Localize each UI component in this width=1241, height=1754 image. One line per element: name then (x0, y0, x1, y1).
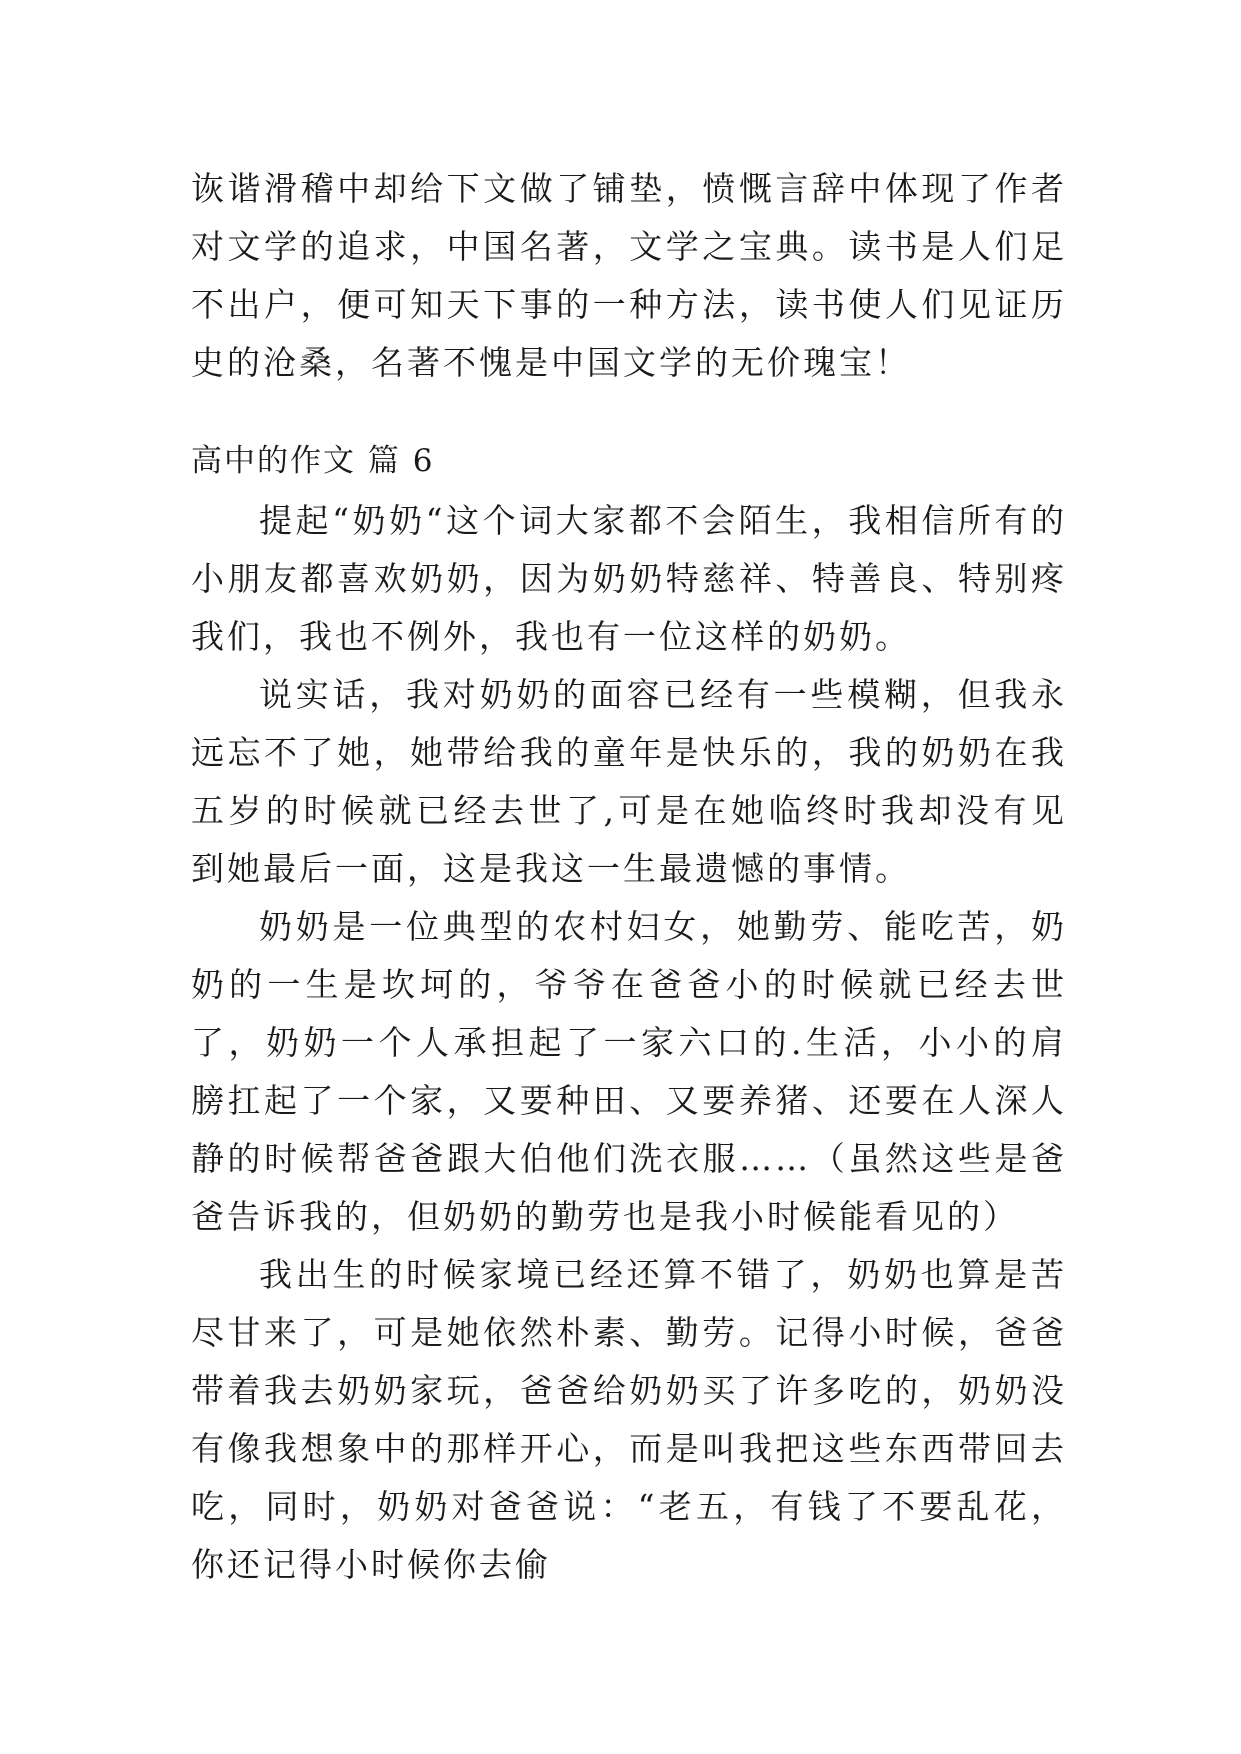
document-body (191, 160, 1067, 1594)
paragraph-continued: 诙谐滑稽中却给下文做了铺垫，愤慨言辞中体现了作者对文学的追求，中国名著，文学之宝典。读书是人们足不出户，便可知天下事的一种方法，读书使人们见证历史的沧桑，名著不愧是中国文学的无价瑰宝！ (191, 169, 1067, 382)
paragraph: 提起“奶奶“这个词大家都不会陌生，我相信所有的小朋友都喜欢奶奶，因为奶奶特慈祥、特善良、特别疼我们，我也不例外，我也有一位这样的奶奶。 (191, 501, 1067, 656)
paragraph: 奶奶是一位典型的农村妇女，她勤劳、能吃苦，奶奶的一生是坎坷的，爷爷在爸爸小的时候就已经去世了，奶奶一个人承担起了一家六口的.生活，小小的肩膀扛起了一个家，又要种田、又要养猪、还要在人深人静的时候帮爸爸跟大伯他们洗衣服……（虽然这些是爸爸告诉我的，但奶奶的勤劳也是我小时候能看见的） (191, 907, 1067, 1236)
paragraph: 说实话，我对奶奶的面容已经有一些模糊，但我永远忘不了她，她带给我的童年是快乐的，我的奶奶在我五岁的时候就已经去世了,可是在她临终时我却没有见到她最后一面，这是我这一生最遗憾的事情。 (191, 675, 1067, 888)
paragraph: 我出生的时候家境已经还算不错了，奶奶也算是苦尽甘来了，可是她依然朴素、勤劳。记得小时候，爸爸带着我去奶奶家玩，爸爸给奶奶买了许多吃的，奶奶没有像我想象中的那样开心，而是叫我把这些东西带回去吃，同时，奶奶对爸爸说：“老五，有钱了不要乱花，你还记得小时候你去偷 (191, 1255, 1067, 1584)
section-title: 高中的作文 篇 6 (191, 443, 435, 479)
